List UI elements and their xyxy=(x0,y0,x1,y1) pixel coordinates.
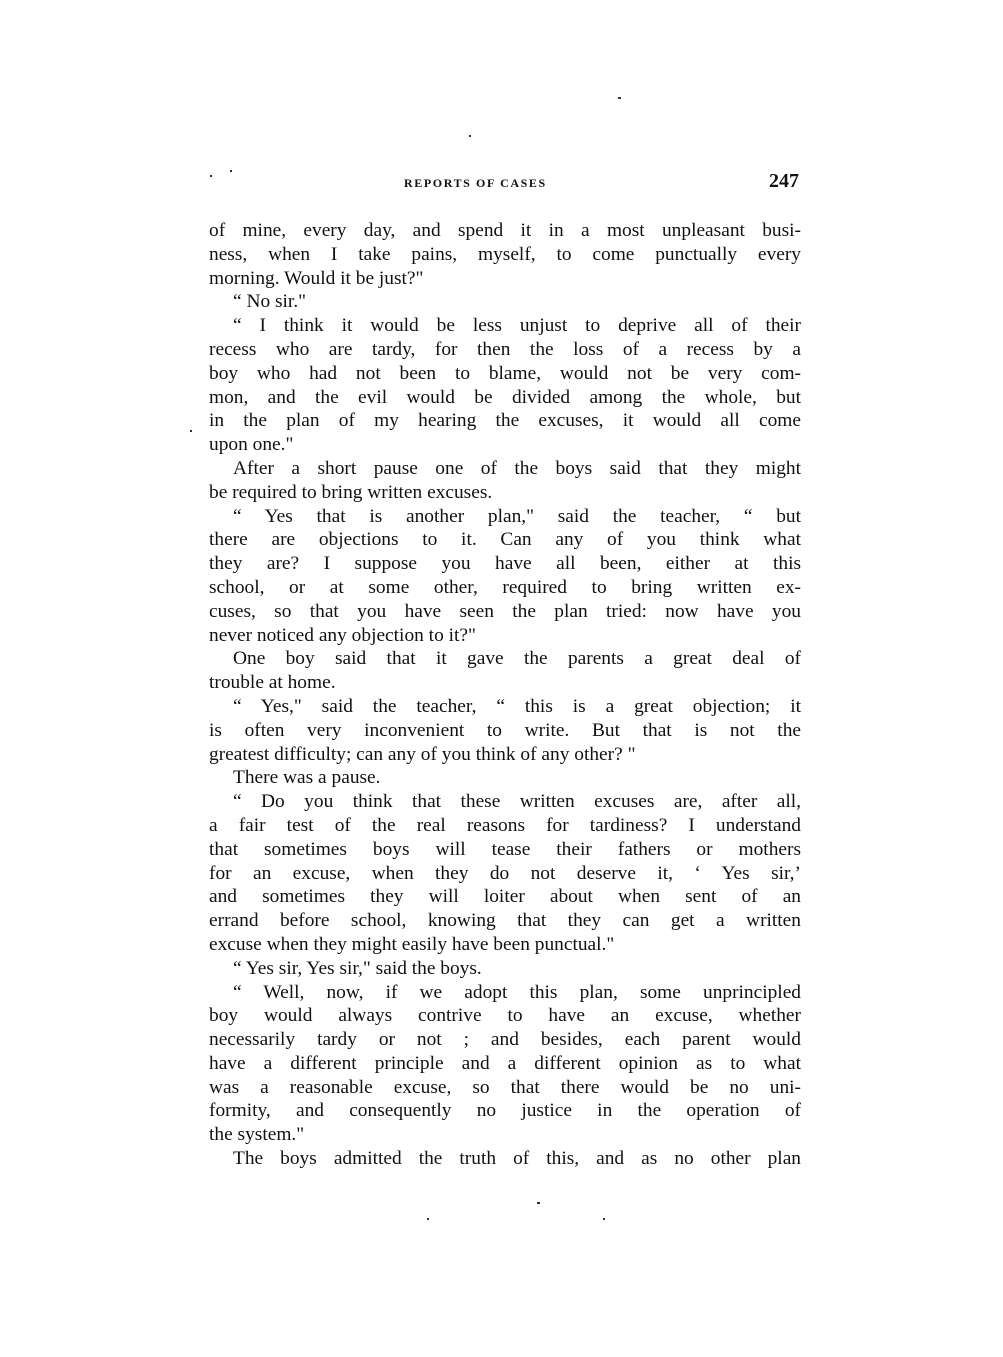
text-line: There was a pause. xyxy=(233,767,381,789)
text-line: for an excuse, when they do not deserve it, ‘ Yes sir,’ xyxy=(209,862,801,884)
text-line: boy would always contrive to have an excuse, whether xyxy=(209,1005,801,1027)
text-line: school, or at some other, required to bring written ex- xyxy=(209,576,801,598)
page-header xyxy=(209,172,801,196)
body-text xyxy=(209,219,801,1171)
running-head: REPORTS OF CASES xyxy=(404,176,547,190)
text-line: have a different principle and a different opinion as to what xyxy=(209,1052,801,1074)
text-line: the system." xyxy=(209,1124,305,1146)
text-line: that sometimes boys will tease their fathers or mothers xyxy=(209,838,801,860)
text-line: “ Well, now, if we adopt this plan, some unprincipled xyxy=(233,981,801,1003)
text-line: necessarily tardy or not ; and besides, each parent would xyxy=(209,1029,801,1051)
text-line: there are objections to it. Can any of you think what xyxy=(209,529,801,551)
text-line: morning. Would it be just?" xyxy=(209,267,424,289)
text-line: be required to bring written excuses. xyxy=(209,481,493,503)
text-line: and sometimes they will loiter about when sent of an xyxy=(209,886,801,908)
text-line: boy who had not been to blame, would not be very com- xyxy=(209,362,801,384)
page-number: 247 xyxy=(769,170,799,192)
text-line: trouble at home. xyxy=(209,672,336,694)
text-line: “ No sir." xyxy=(233,291,307,313)
scan-speck xyxy=(618,97,621,99)
text-line: errand before school, knowing that they can get a written xyxy=(209,910,801,932)
text-line: in the plan of my hearing the excuses, it would all come xyxy=(209,410,801,432)
scan-speck xyxy=(190,430,192,432)
text-line: was a reasonable excuse, so that there would be no uni- xyxy=(209,1076,801,1098)
text-line: cuses, so that you have seen the plan tried: now have you xyxy=(209,600,801,622)
scan-speck xyxy=(427,1218,429,1220)
text-line: upon one." xyxy=(209,434,294,456)
text-line: mon, and the evil would be divided among the whole, but xyxy=(209,386,801,408)
text-line: “ Do you think that these written excuses are, after all, xyxy=(233,791,801,813)
scan-speck xyxy=(603,1218,605,1220)
text-line: “ Yes sir, Yes sir," said the boys. xyxy=(233,957,482,979)
text-line: The boys admitted the truth of this, and as no other plan xyxy=(233,1148,801,1170)
text-line: After a short pause one of the boys said that they might xyxy=(233,457,801,479)
text-line: “ I think it would be less unjust to deprive all of their xyxy=(233,315,801,337)
text-line: recess who are tardy, for then the loss of a recess by a xyxy=(209,338,801,360)
scan-speck xyxy=(537,1202,540,1204)
text-line: is often very inconvenient to write. But that is not the xyxy=(209,719,801,741)
text-line: a fair test of the real reasons for tardiness? I understand xyxy=(209,814,801,836)
text-line: of mine, every day, and spend it in a most unpleasant busi- xyxy=(209,220,801,241)
text-line: ness, when I take pains, myself, to come punctually every xyxy=(209,243,801,265)
scan-speck xyxy=(469,135,471,137)
text-line: formity, and consequently no justice in the operation of xyxy=(209,1100,801,1122)
text-line: they are? I suppose you have all been, either at this xyxy=(209,553,801,575)
text-line: never noticed any objection to it?" xyxy=(209,624,476,646)
text-line: excuse when they might easily have been punctual." xyxy=(209,933,615,955)
text-line: greatest difficulty; can any of you think of any other? " xyxy=(209,743,636,765)
text-line: “ Yes that is another plan," said the teacher, “ but xyxy=(233,505,801,527)
text-line: One boy said that it gave the parents a great deal of xyxy=(233,648,801,670)
text-line: “ Yes," said the teacher, “ this is a great objection; it xyxy=(233,695,801,717)
